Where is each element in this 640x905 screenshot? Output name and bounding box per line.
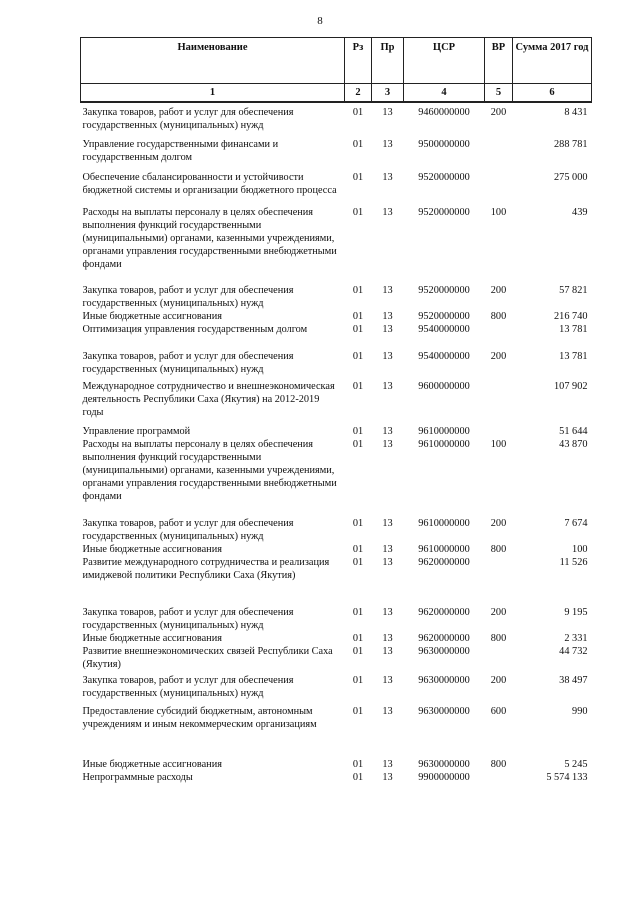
- table-row: [81, 197, 592, 271]
- cell-vr: 600: [490, 706, 507, 717]
- cell-sum: 439: [572, 207, 588, 218]
- cell-vr: [485, 376, 513, 419]
- column-number: 2: [345, 84, 372, 103]
- cell-vr: 200: [490, 675, 507, 686]
- cell-sum: 51 644: [559, 426, 588, 437]
- cell-pr: 13: [382, 557, 393, 568]
- cell-sum: 216 740: [554, 311, 588, 322]
- cell-pr: 13: [382, 381, 393, 392]
- table-body: [81, 102, 592, 784]
- cell-rz: 01: [352, 285, 364, 296]
- cell-csr: 9540000000: [418, 351, 470, 362]
- cell-csr: 9610000000: [418, 426, 470, 437]
- cell-vr: 200: [490, 518, 507, 529]
- cell-pr: 13: [382, 107, 393, 118]
- cell-sum: 11 526: [559, 557, 588, 568]
- cell-pr: 13: [382, 518, 393, 529]
- table-header-row: [81, 38, 592, 84]
- cell-csr: 9630000000: [418, 759, 470, 770]
- cell-sum: 7 674: [564, 518, 588, 529]
- cell-csr: 9630000000: [418, 706, 470, 717]
- cell-vr: 800: [490, 544, 507, 555]
- cell-vr: [485, 132, 513, 164]
- cell-rz: 01: [352, 207, 364, 218]
- cell-csr: 9610000000: [418, 439, 470, 450]
- cell-sum: 5 245: [564, 759, 588, 770]
- cell-csr: 9520000000: [418, 285, 470, 296]
- cell-rz: 01: [352, 107, 364, 118]
- cell-pr: 13: [382, 426, 393, 437]
- cell-name: Расходы на выплаты персоналу в целях обеспечения выполнения функций государственными (муниципальными) органами, казенными учреждениями, органами управления государственными внебюджетными фондами: [82, 207, 337, 270]
- header-csr: ЦСР: [404, 38, 485, 84]
- cell-sum: 288 781: [554, 139, 588, 150]
- table-row: [81, 419, 592, 438]
- cell-rz: 01: [352, 557, 364, 568]
- cell-rz: 01: [352, 518, 364, 529]
- cell-pr: 13: [382, 324, 393, 335]
- cell-vr: [485, 771, 513, 784]
- cell-name: Закупка товаров, работ и услуг для обеспечения государственных (муниципальных) нужд: [82, 285, 294, 309]
- cell-csr: 9540000000: [418, 324, 470, 335]
- table-row: [81, 438, 592, 503]
- table-row: [81, 271, 592, 310]
- cell-vr: [485, 419, 513, 438]
- cell-pr: 13: [382, 544, 393, 555]
- page-number: 8: [317, 15, 323, 27]
- table-row: [81, 164, 592, 197]
- header-sum: Сумма 2017 год: [513, 38, 592, 84]
- table-row: [81, 556, 592, 582]
- cell-sum: 57 821: [559, 285, 588, 296]
- cell-sum: 9 195: [564, 607, 588, 618]
- cell-rz: 01: [352, 351, 364, 362]
- cell-vr: [485, 645, 513, 671]
- cell-vr: [485, 164, 513, 197]
- cell-rz: 01: [352, 172, 364, 183]
- cell-sum: 275 000: [554, 172, 588, 183]
- cell-csr: 9630000000: [418, 675, 470, 686]
- cell-pr: 13: [382, 285, 393, 296]
- cell-rz: 01: [352, 633, 364, 644]
- cell-rz: 01: [352, 706, 364, 717]
- cell-pr: 13: [382, 772, 393, 783]
- cell-csr: 9620000000: [418, 607, 470, 618]
- cell-rz: 01: [352, 646, 364, 657]
- cell-sum: 990: [572, 706, 588, 717]
- cell-vr: 100: [490, 207, 507, 218]
- cell-rz: 01: [352, 426, 364, 437]
- cell-pr: 13: [382, 759, 393, 770]
- budget-table: [80, 37, 592, 784]
- cell-csr: 9900000000: [418, 772, 470, 783]
- column-number: 4: [404, 84, 485, 103]
- cell-csr: 9500000000: [418, 139, 470, 150]
- cell-pr: 13: [382, 646, 393, 657]
- table-row: [81, 323, 592, 336]
- cell-rz: 01: [352, 324, 364, 335]
- cell-pr: 13: [382, 439, 393, 450]
- cell-csr: 9630000000: [418, 646, 470, 657]
- cell-name: Закупка товаров, работ и услуг для обеспечения государственных (муниципальных) нужд: [82, 607, 294, 631]
- cell-name: Иные бюджетные ассигнования: [82, 633, 222, 644]
- cell-rz: 01: [352, 439, 364, 450]
- cell-name: Закупка товаров, работ и услуг для обеспечения государственных (муниципальных) нужд: [82, 518, 294, 542]
- cell-sum: 13 781: [559, 324, 588, 335]
- cell-csr: 9610000000: [418, 544, 470, 555]
- cell-rz: 01: [352, 675, 364, 686]
- cell-vr: 100: [490, 439, 507, 450]
- cell-name: Иные бюджетные ассигнования: [82, 759, 222, 770]
- cell-pr: 13: [382, 706, 393, 717]
- cell-sum: 2 331: [564, 633, 588, 644]
- cell-name: Иные бюджетные ассигнования: [82, 544, 222, 555]
- cell-rz: 01: [352, 772, 364, 783]
- table-row: [81, 700, 592, 731]
- cell-rz: 01: [352, 607, 364, 618]
- cell-name: Развитие международного сотрудничества и реализация имиджевой политики Республики Саха (Якутия): [82, 557, 330, 581]
- cell-vr: 200: [490, 607, 507, 618]
- table-row: [81, 731, 592, 771]
- column-number: 1: [81, 84, 345, 103]
- cell-vr: [485, 556, 513, 582]
- cell-csr: 9600000000: [418, 381, 470, 392]
- cell-pr: 13: [382, 633, 393, 644]
- cell-csr: 9520000000: [418, 172, 470, 183]
- column-number: 6: [513, 84, 592, 103]
- table-row: [81, 645, 592, 671]
- cell-rz: 01: [352, 544, 364, 555]
- table-row: [81, 543, 592, 556]
- column-number: 5: [485, 84, 513, 103]
- table-row: [81, 376, 592, 419]
- column-number: 3: [372, 84, 404, 103]
- cell-csr: 9520000000: [418, 311, 470, 322]
- header-pr: Пр: [372, 38, 404, 84]
- header-vr: ВР: [485, 38, 513, 84]
- cell-vr: [485, 323, 513, 336]
- table-row: [81, 671, 592, 700]
- table-row: [81, 132, 592, 164]
- cell-name: Закупка товаров, работ и услуг для обеспечения государственных (муниципальных) нужд: [82, 351, 294, 375]
- table-row: [81, 336, 592, 376]
- header-name: Наименование: [81, 38, 345, 84]
- cell-sum: 5 574 133: [546, 772, 588, 783]
- cell-csr: 9460000000: [418, 107, 470, 118]
- table-row: [81, 771, 592, 784]
- cell-sum: 100: [572, 544, 588, 555]
- cell-name: Управление государственными финансами и государственным долгом: [82, 139, 279, 163]
- cell-vr: 200: [490, 107, 507, 118]
- table-row: [81, 582, 592, 632]
- cell-sum: 43 870: [559, 439, 588, 450]
- cell-csr: 9610000000: [418, 518, 470, 529]
- cell-pr: 13: [382, 607, 393, 618]
- cell-sum: 38 497: [559, 675, 588, 686]
- cell-rz: 01: [352, 311, 364, 322]
- cell-pr: 13: [382, 311, 393, 322]
- cell-name: Обеспечение сбалансированности и устойчивости бюджетной системы и организации бюджетного процесса: [82, 172, 337, 196]
- table-row: [81, 503, 592, 543]
- cell-name: Иные бюджетные ассигнования: [82, 311, 222, 322]
- cell-csr: 9620000000: [418, 557, 470, 568]
- cell-name: Закупка товаров, работ и услуг для обеспечения государственных (муниципальных) нужд: [82, 675, 294, 699]
- cell-pr: 13: [382, 172, 393, 183]
- table-row: [81, 632, 592, 645]
- cell-vr: 800: [490, 759, 507, 770]
- cell-csr: 9620000000: [418, 633, 470, 644]
- cell-name: Расходы на выплаты персоналу в целях обеспечения выполнения функций государственными (муниципальными) органами, казенными учреждениями, органами управления государственными внебюджетными фондами: [82, 439, 337, 502]
- cell-rz: 01: [352, 759, 364, 770]
- column-number-row: [81, 84, 592, 103]
- cell-vr: 200: [490, 351, 507, 362]
- cell-pr: 13: [382, 675, 393, 686]
- cell-sum: 107 902: [554, 381, 588, 392]
- cell-name: Управление программой: [82, 426, 191, 437]
- cell-csr: 9520000000: [418, 207, 470, 218]
- cell-name: Предоставление субсидий бюджетным, автономным учреждениям и иным некоммерческим организациям: [82, 706, 317, 730]
- cell-vr: 800: [490, 311, 507, 322]
- cell-rz: 01: [352, 139, 364, 150]
- cell-pr: 13: [382, 139, 393, 150]
- table-row: [81, 102, 592, 132]
- cell-sum: 13 781: [559, 351, 588, 362]
- cell-name: Закупка товаров, работ и услуг для обеспечения государственных (муниципальных) нужд: [82, 107, 294, 131]
- cell-name: Развитие внешнеэкономических связей Республики Саха (Якутия): [82, 646, 333, 670]
- header-rz: Рз: [345, 38, 372, 84]
- cell-vr: 800: [490, 633, 507, 644]
- cell-sum: 8 431: [564, 107, 588, 118]
- table-row: [81, 310, 592, 323]
- cell-name: Непрограммные расходы: [82, 772, 193, 783]
- cell-name: Международное сотрудничество и внешнеэкономическая деятельность Республики Саха (Якутия) на 2012-2019 годы: [82, 381, 335, 418]
- cell-pr: 13: [382, 207, 393, 218]
- cell-vr: 200: [490, 285, 507, 296]
- cell-pr: 13: [382, 351, 393, 362]
- cell-name: Оптимизация управления государственным долгом: [82, 324, 308, 335]
- cell-rz: 01: [352, 381, 364, 392]
- cell-sum: 44 732: [559, 646, 588, 657]
